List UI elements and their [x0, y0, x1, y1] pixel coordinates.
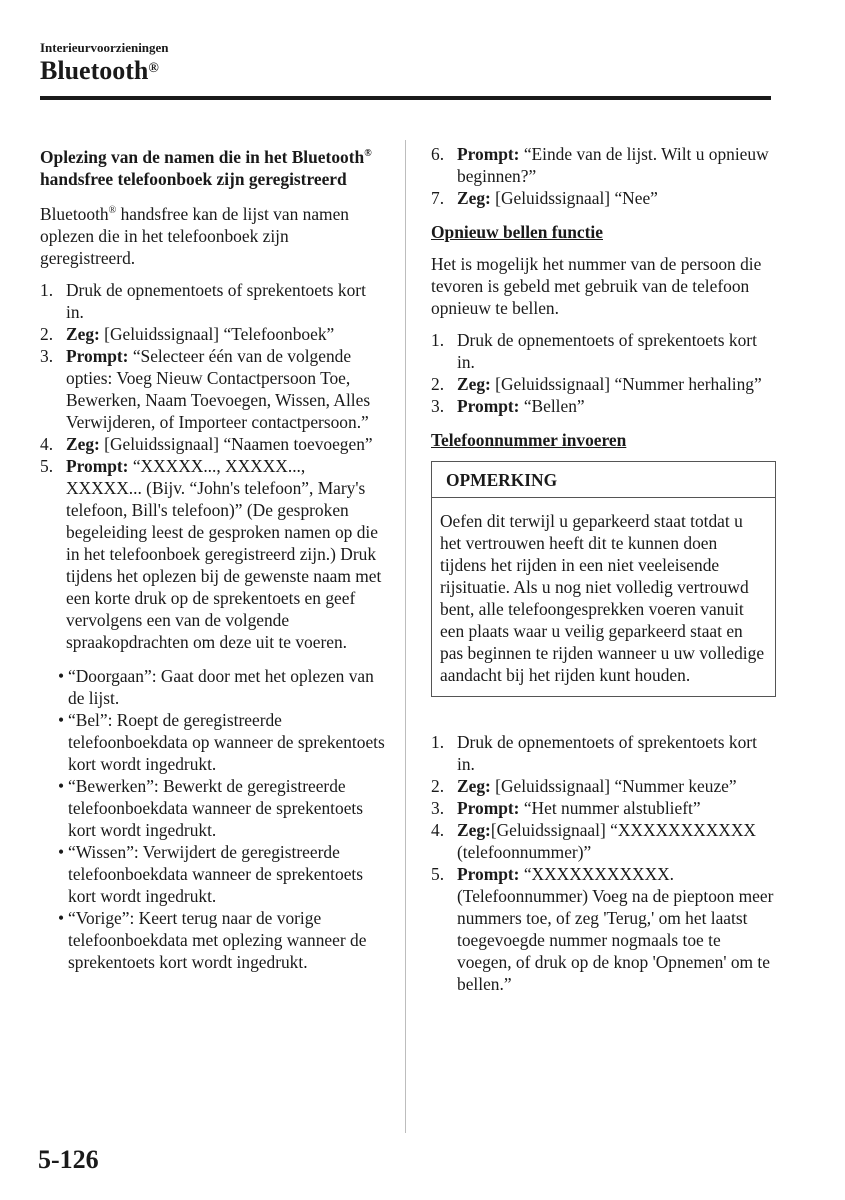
step-body: [Geluidssignaal] “XXXXXXXXXXX (telefoonnummer)” — [457, 820, 756, 862]
steps-list — [431, 143, 776, 209]
bullet-item — [40, 775, 385, 841]
bullet-item — [40, 709, 385, 775]
step-item — [431, 187, 776, 209]
intro-paragraph — [40, 200, 385, 269]
step-number: 1. — [431, 330, 445, 350]
step-number: 4. — [431, 820, 445, 840]
step-keyword: Prompt: — [66, 455, 129, 476]
step-item — [40, 455, 385, 653]
note-title: OPMERKING — [432, 462, 775, 498]
note-box — [431, 461, 776, 697]
step-keyword: Zeg: — [457, 374, 491, 394]
step-body: Druk de opnementoets of sprekentoets kort in. — [66, 279, 366, 322]
step-keyword: Prompt: — [457, 144, 520, 164]
steps-list — [431, 731, 776, 995]
step-text — [457, 819, 776, 863]
step-body: “XXXXXXXXXXX. (Telefoonnummer) Voeg na de pieptoon meer nummers toe, of zeg 'Terug,' om het laatst toegevoegde nummer nogmaals toe te voegen, of druk op de knop 'Opnemen' om te bellen.” — [457, 864, 774, 994]
step-body: Druk de opnementoets of sprekentoets kort in. — [457, 330, 757, 372]
step-item — [40, 345, 385, 433]
step-item — [431, 775, 776, 797]
step-keyword: Prompt: — [457, 798, 520, 818]
step-text — [457, 395, 776, 417]
step-text — [457, 775, 776, 797]
bullet-dot: • — [58, 775, 65, 796]
redial-heading: Opnieuw bellen functie — [431, 222, 603, 242]
step-number: 7. — [431, 188, 445, 208]
registered-mark: ® — [364, 148, 372, 159]
step-body: “Bellen” — [519, 396, 585, 416]
step-text — [457, 143, 776, 187]
step-body: “Selecteer één van de volgende opties: Voeg Nieuw Contactpersoon Toe, Bewerken, Naam Toevoegen, Wissen, Alles Verwijderen, of Importeer contactpersoon.” — [66, 345, 371, 432]
step-text — [457, 797, 776, 819]
step-body: “Het nummer alstublieft” — [519, 798, 701, 818]
step-body: “XXXXX..., XXXXX..., XXXXX... (Bijv. “John's telefoon”, Mary's telefoon, Bill's telefoon)” (De gesproken begeleiding leest de gesproken namen op die in het telefoonboek geregistreerd zijn.) Druk tijdens het oplezen bij de gewenste naam met een korte druk op de sprekentoets en geef vervolgens een van de volgende spraakopdrachten om deze uit te voeren. — [66, 455, 382, 652]
step-number: 5. — [431, 864, 445, 884]
step-number: 4. — [40, 433, 54, 454]
right-column — [431, 143, 776, 1007]
registered-mark: ® — [148, 61, 159, 76]
step-text — [457, 329, 776, 373]
step-keyword: Zeg: — [457, 776, 491, 796]
step-text — [457, 187, 776, 209]
bullet-dot: • — [58, 841, 65, 862]
step-body: [Geluidssignaal] “Nummer keuze” — [490, 776, 737, 796]
note-text: Oefen dit terwijl u geparkeerd staat totdat u het vertrouwen heeft dit te kunnen doen tijdens het rijden in een niet veeleisende rijsituatie. Als u nog niet volledig vertrouwd bent, alle telefoongesprekken voeren vanuit een plaats waar u veilig geparkeerd staat en pas beginnen te rijden wanneer u uw volledige aandacht bij het rijden kunt houden. — [440, 511, 765, 685]
step-text — [66, 345, 385, 433]
bullet-item — [40, 907, 385, 973]
step-number: 1. — [431, 732, 445, 752]
bullet-text: “Bewerken”: Bewerkt de geregistreerde telefoonboekdata wanneer de sprekentoets kort wordt ingedrukt. — [68, 775, 364, 840]
step-body: [Geluidssignaal] “Naamen toevoegen” — [99, 433, 373, 454]
step-body: “Einde van de lijst. Wilt u opnieuw beginnen?” — [457, 144, 769, 186]
step-item — [431, 329, 776, 373]
section-heading — [40, 143, 385, 190]
step-number: 3. — [431, 396, 445, 416]
heading-part: handsfree telefoonboek zijn geregistreerd — [40, 168, 347, 189]
step-keyword: Prompt: — [457, 864, 520, 884]
step-number: 3. — [431, 798, 445, 818]
step-item — [431, 731, 776, 775]
bullet-list — [40, 665, 385, 973]
step-number: 2. — [40, 323, 54, 344]
step-item — [431, 797, 776, 819]
bullet-text: “Wissen”: Verwijdert de geregistreerde telefoonboekdata wanneer de sprekentoets kort wordt ingedrukt. — [68, 841, 364, 906]
bullet-item — [40, 841, 385, 907]
intro-part: handsfree kan de lijst van namen oplezen die in het telefoonboek zijn geregistreerd. — [40, 203, 349, 268]
bullet-dot: • — [58, 665, 65, 686]
step-item — [431, 143, 776, 187]
step-text — [457, 863, 776, 995]
title-rule — [40, 96, 771, 100]
page-title — [40, 56, 159, 86]
redial-intro: Het is mogelijk het nummer van de persoon die tevoren is gebeld met gebruik van de telefoon opnieuw te bellen. — [431, 254, 762, 318]
bullet-text: “Bel”: Roept de geregistreerde telefoonboekdata op wanneer de sprekentoets kort wordt ingedrukt. — [68, 709, 385, 774]
step-text — [66, 455, 385, 653]
step-item — [40, 323, 385, 345]
step-keyword: Prompt: — [66, 345, 129, 366]
step-item — [431, 395, 776, 417]
bullet-text: “Vorige”: Keert terug naar de vorige telefoonboekdata met oplezing wanneer de sprekentoets kort wordt ingedrukt. — [68, 907, 367, 972]
step-item — [40, 279, 385, 323]
steps-list — [40, 279, 385, 653]
bullet-dot: • — [58, 709, 65, 730]
registered-mark: ® — [108, 204, 117, 216]
step-keyword: Prompt: — [457, 396, 520, 416]
step-body: [Geluidssignaal] “Nummer herhaling” — [490, 374, 762, 394]
step-text — [66, 433, 385, 455]
step-number: 2. — [431, 776, 445, 796]
step-body: [Geluidssignaal] “Telefoonboek” — [99, 323, 335, 344]
step-keyword: Zeg: — [457, 820, 491, 840]
intro-part: Bluetooth — [40, 203, 109, 224]
left-column — [40, 143, 385, 973]
bullet-dot: • — [58, 907, 65, 928]
step-text — [457, 731, 776, 775]
enter-number-heading: Telefoonnummer invoeren — [431, 430, 627, 450]
step-text — [66, 323, 385, 345]
bullet-text: “Doorgaan”: Gaat door met het oplezen van de lijst. — [68, 665, 374, 708]
step-body: Druk de opnementoets of sprekentoets kort in. — [457, 732, 757, 774]
step-number: 2. — [431, 374, 445, 394]
page-title-text: Bluetooth — [40, 56, 149, 85]
page-number: 5-126 — [38, 1145, 99, 1174]
step-keyword: Zeg: — [66, 433, 100, 454]
step-text — [66, 279, 385, 323]
section-label: Interieurvoorzieningen — [40, 40, 169, 55]
step-item — [431, 373, 776, 395]
step-number: 3. — [40, 345, 54, 366]
heading-part: Oplezing van de namen die in het Bluetooth — [40, 146, 365, 167]
step-number: 6. — [431, 144, 445, 164]
step-keyword: Zeg: — [66, 323, 100, 344]
column-divider — [405, 140, 406, 1133]
step-text — [457, 373, 776, 395]
step-item — [431, 819, 776, 863]
step-keyword: Zeg: — [457, 188, 491, 208]
steps-list — [431, 329, 776, 417]
step-number: 1. — [40, 279, 54, 300]
step-item — [431, 863, 776, 995]
step-body: [Geluidssignaal] “Nee” — [490, 188, 658, 208]
bullet-item — [40, 665, 385, 709]
step-number: 5. — [40, 455, 54, 476]
step-item — [40, 433, 385, 455]
